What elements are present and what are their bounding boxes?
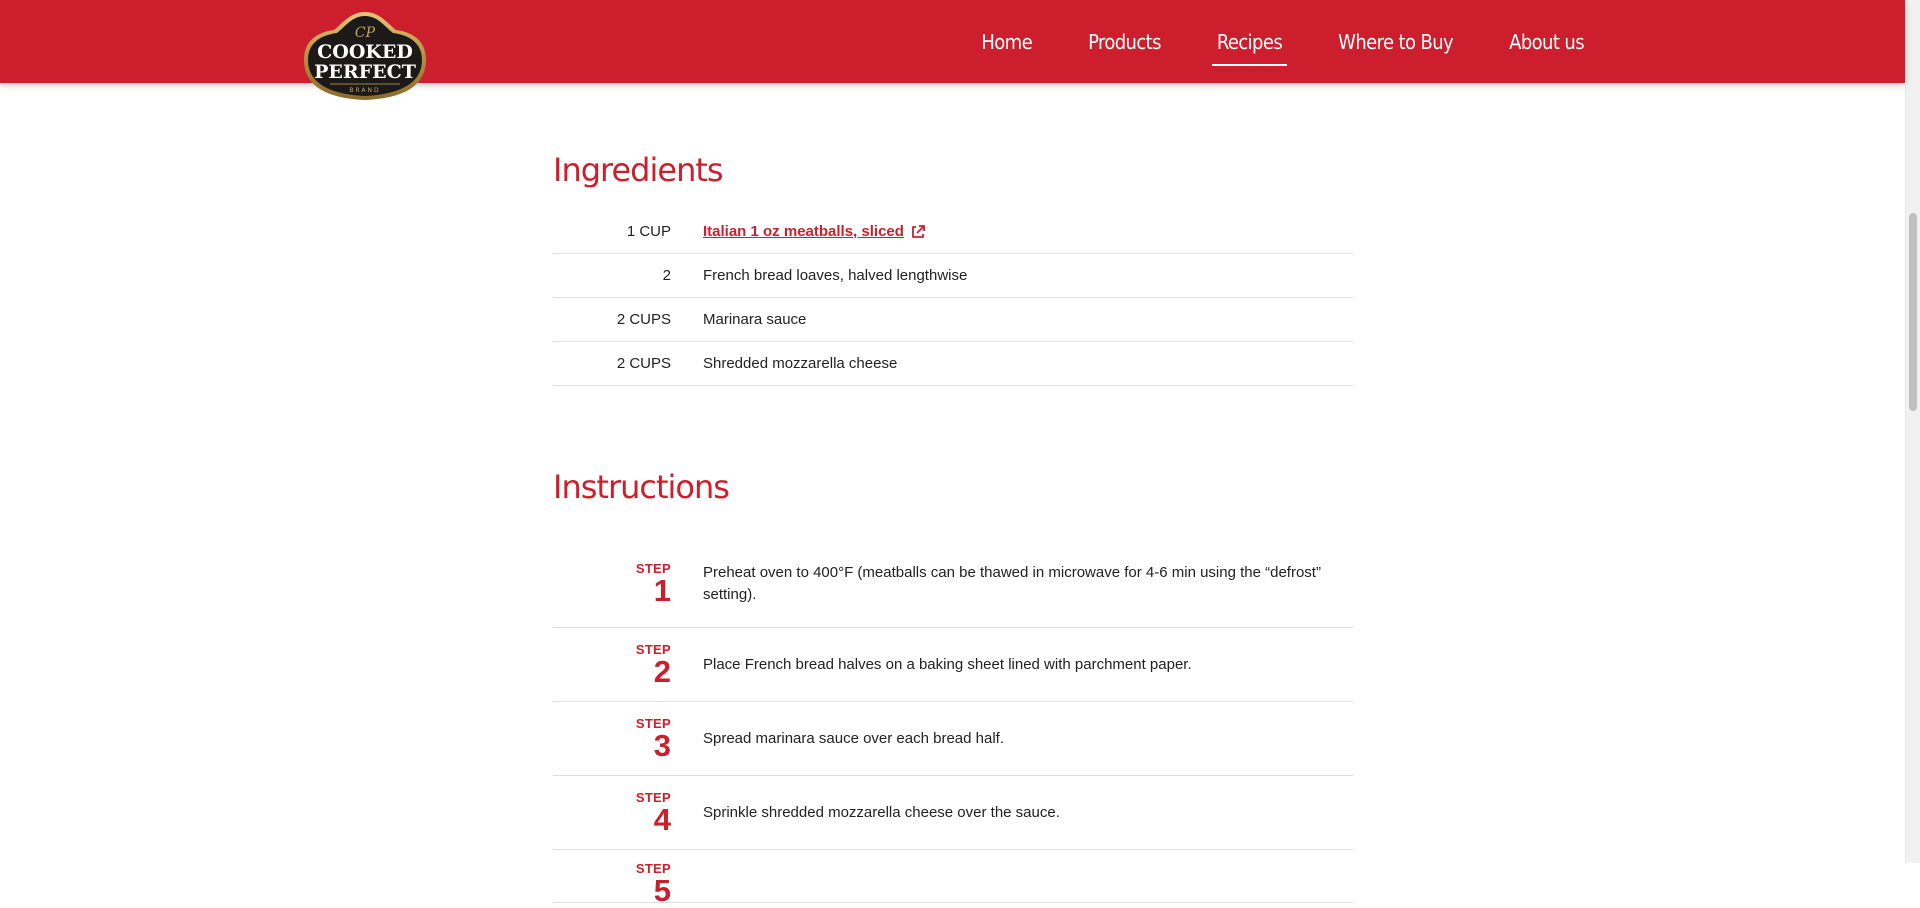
- ingredient-name: French bread loaves, halved lengthwise: [703, 267, 968, 284]
- ingredient-name: Shredded mozzarella cheese: [703, 355, 898, 372]
- ingredient-row: [553, 254, 1353, 298]
- ingredient-row: [553, 298, 1353, 342]
- ingredient-link[interactable]: [703, 223, 926, 240]
- step-number: [553, 643, 703, 687]
- logo-line-2: PERFECT: [314, 61, 416, 83]
- step-row: [553, 541, 1353, 628]
- step-digit: 5: [653, 873, 671, 908]
- step-digit: 2: [653, 653, 671, 689]
- step-text: Preheat oven to 400°F (meatballs can be thawed in microwave for 4-6 min using the “defrost” setting).: [703, 564, 1321, 603]
- step-digit: 3: [653, 727, 671, 763]
- ingredient-qty: 2 CUPS: [616, 355, 671, 372]
- step-text: Spread marinara sauce over each bread half.: [703, 729, 1005, 747]
- ingredient-name: Marinara sauce: [703, 311, 807, 328]
- instructions-list: [553, 541, 1353, 908]
- brand-logo[interactable]: [300, 10, 430, 102]
- nav-products[interactable]: Products: [1088, 29, 1161, 54]
- step-number: [553, 862, 703, 906]
- scrollbar-thumb[interactable]: [1909, 213, 1917, 411]
- step-label: STEP: [635, 861, 671, 876]
- main-nav: [930, 0, 1589, 83]
- step-number: [553, 791, 703, 835]
- step-label: STEP: [635, 715, 671, 731]
- step-digit: 1: [653, 573, 671, 608]
- ingredients-heading: Ingredients: [553, 151, 723, 189]
- logo-line-3: BRAND: [349, 87, 381, 94]
- logo-line-1: COOKED: [317, 41, 413, 63]
- step-label: STEP: [635, 641, 671, 657]
- nav-recipes[interactable]: Recipes: [1212, 24, 1287, 60]
- instructions-heading: Instructions: [553, 468, 729, 506]
- page-scrollbar[interactable]: [1905, 0, 1920, 863]
- step-row: [553, 776, 1353, 850]
- ingredient-qty: 2: [662, 267, 671, 284]
- ingredient-qty: 2 CUPS: [616, 311, 671, 328]
- step-label: STEP: [635, 561, 671, 576]
- ingredient-row: [553, 210, 1353, 254]
- ingredients-list: [553, 210, 1353, 386]
- ingredient-link-label: Italian 1 oz meatballs, sliced: [703, 223, 904, 240]
- step-text: Place French bread halves on a baking sheet lined with parchment paper.: [703, 655, 1192, 673]
- step-row: [553, 628, 1353, 702]
- ingredient-name-cell: [703, 223, 1353, 240]
- site-header: [0, 0, 1905, 83]
- nav-home[interactable]: Home: [981, 29, 1033, 54]
- step-row: [553, 850, 1353, 908]
- logo-monogram: CP: [354, 25, 376, 41]
- step-text: Sprinkle shredded mozzarella cheese over the sauce.: [703, 803, 1060, 821]
- step-digit: 4: [653, 801, 671, 837]
- nav-about-us[interactable]: About us: [1509, 29, 1584, 54]
- step-number: [553, 717, 703, 761]
- ingredient-qty: 1 CUP: [626, 223, 671, 240]
- external-link-icon: [910, 224, 926, 240]
- step-row: [553, 702, 1353, 776]
- ingredient-row: [553, 342, 1353, 386]
- step-number: [553, 562, 703, 606]
- nav-where-to-buy[interactable]: Where to Buy: [1338, 29, 1454, 54]
- step-label: STEP: [635, 789, 671, 805]
